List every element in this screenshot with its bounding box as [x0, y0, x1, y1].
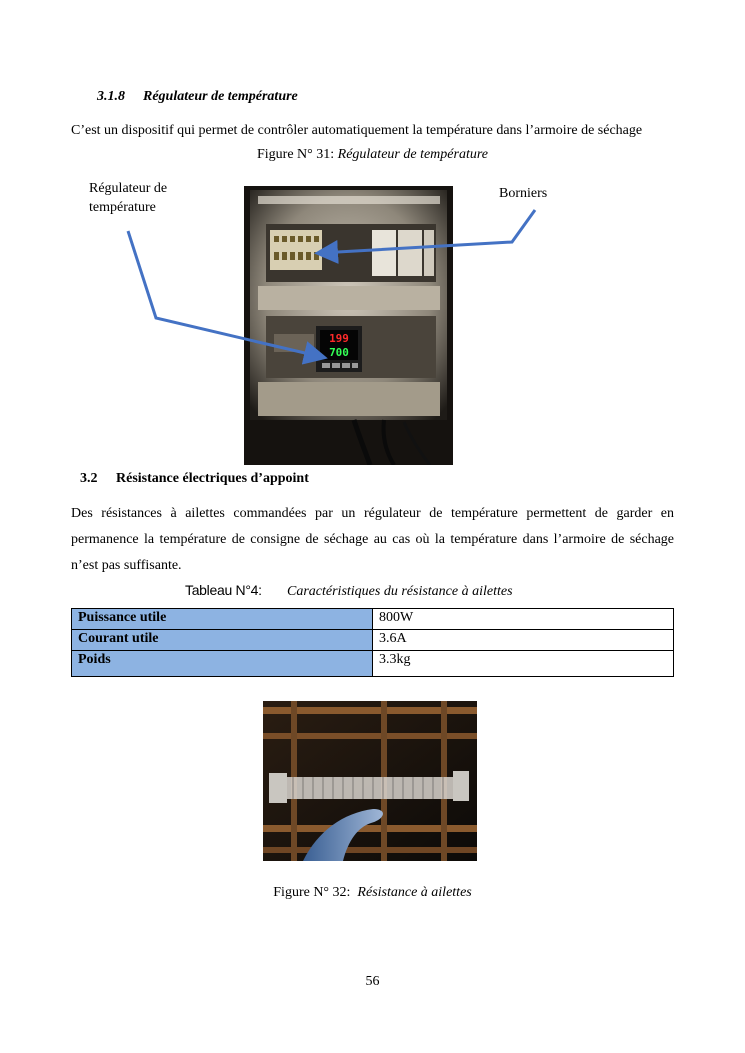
table-value-cell: 3.6A: [373, 630, 674, 651]
paragraph-line-3: n’est pas suffisante.: [71, 558, 182, 573]
paragraph-resistance-description: [71, 501, 674, 579]
section-heading-3-2: [80, 471, 309, 487]
table-value-cell: 3.3kg: [373, 651, 674, 677]
electrical-cabinet-photo: [244, 186, 453, 465]
figure-32-caption: [0, 885, 745, 901]
finned-resistance-photo: [263, 701, 477, 861]
section-title: Résistance électriques d’appoint: [116, 471, 309, 486]
paragraph-line-2: permanence la température de consigne de séchage au cas où la température dans l’armoire de séchage: [71, 532, 674, 547]
page-number: 56: [365, 974, 380, 989]
table-key-cell: Poids: [72, 651, 373, 677]
callout-label-regulator-line1: Régulateur de: [89, 181, 168, 196]
table-row: [72, 651, 674, 677]
callout-label-regulator-line2: température: [89, 200, 156, 215]
figure-31-label: Figure N° 31:: [257, 147, 338, 162]
figure-32-label: Figure N° 32:: [273, 885, 358, 900]
section-number: 3.2: [80, 471, 98, 486]
table-4-caption: [185, 582, 513, 600]
figure-32-title: Résistance à ailettes: [357, 885, 472, 900]
controller-display-setpoint: 199: [329, 332, 349, 345]
controller-display-value: 700: [329, 346, 349, 359]
table-4-title: Caractéristiques du résistance à ailettes: [287, 584, 513, 599]
section-number: 3.1.8: [97, 89, 125, 104]
table-4-label: Tableau N°4:: [185, 582, 262, 598]
section-title: Régulateur de température: [143, 89, 298, 104]
table-row: [72, 630, 674, 651]
table-row: [72, 609, 674, 630]
section-heading-3-1-8: [97, 89, 298, 105]
table-key-cell: Courant utile: [72, 630, 373, 651]
figure-31-caption: [0, 147, 745, 163]
table-value-cell: 800W: [373, 609, 674, 630]
paragraph-regulator-description: C’est un dispositif qui permet de contrôler automatiquement la température dans l’armoire de séchage: [71, 123, 643, 138]
callout-label-terminals: Borniers: [499, 186, 548, 201]
callout-label-regulator: [89, 179, 199, 217]
paragraph-line-1: Des résistances à ailettes commandées par un régulateur de température permettent de garder en: [71, 506, 674, 521]
resistance-specs-table: [71, 608, 674, 677]
table-key-cell: Puissance utile: [72, 609, 373, 630]
figure-31-title: Régulateur de température: [337, 147, 488, 162]
